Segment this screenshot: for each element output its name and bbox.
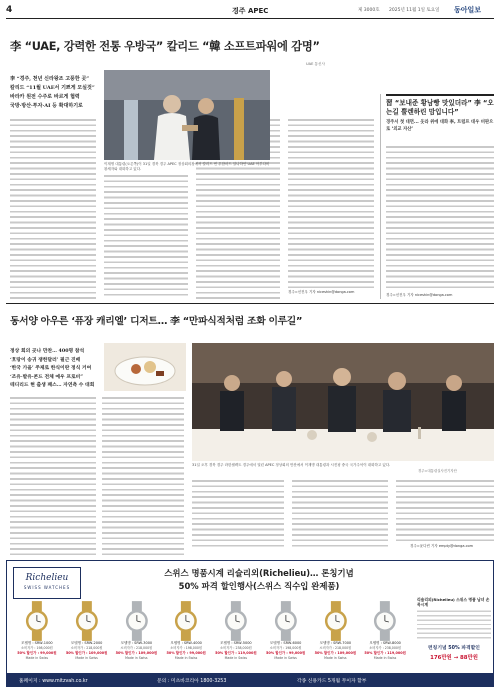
body-text bbox=[102, 395, 184, 555]
watch-origin: Made in Swiss bbox=[75, 656, 98, 660]
watch-model: 모델명 : SRW-5000 bbox=[220, 641, 252, 645]
watch-origin: Made in Swiss bbox=[174, 656, 198, 660]
body-text bbox=[192, 478, 284, 550]
page-header bbox=[6, 4, 494, 18]
body-text bbox=[104, 173, 188, 299]
dinner-photo bbox=[192, 343, 494, 461]
watch-image bbox=[13, 601, 61, 641]
watch-discount: 50% 할인가 : 109,000원 bbox=[314, 651, 357, 655]
watch-origin: Made in Swiss bbox=[25, 656, 49, 660]
mid-byline: 경주=윤다빈 기자 empty@donga.com bbox=[410, 544, 474, 548]
watch-card bbox=[312, 601, 360, 671]
issue-number: 제 3000호 bbox=[358, 8, 380, 13]
watch-origin: Made in Swiss bbox=[373, 656, 397, 660]
subhead-line: ‘한국 가을’ 주제로 한식이란 정식 거여 bbox=[10, 365, 92, 372]
top-photo-credit: UAE 통신사 bbox=[306, 62, 325, 66]
dessert-photo bbox=[104, 343, 186, 391]
subhead-line: 테디리드 현 출생 패스… 자연측 수 대회 bbox=[10, 382, 95, 389]
watch-price: 소비자가 : 218,000원 bbox=[319, 646, 352, 650]
watch-image bbox=[113, 601, 161, 641]
top-subhead bbox=[10, 75, 104, 111]
ad-badge-2: 176만원 → 88만원 bbox=[430, 655, 478, 661]
side-byline: 경주=신진우 기자 niceshin@donga.com bbox=[386, 293, 453, 297]
watch-image bbox=[262, 601, 310, 641]
side-subhead: 경주서 첫 대면... 웃라 위에 대화 李, 트럼프 대우 비판으로 ‘외교 자산’ bbox=[386, 120, 494, 132]
brand-logo bbox=[13, 567, 81, 599]
ad-footer bbox=[7, 673, 493, 686]
watch-card bbox=[162, 601, 210, 671]
watch-origin: Made in Swiss bbox=[125, 656, 148, 660]
mid-subhead bbox=[10, 347, 102, 390]
ad-headline: 스위스 명품시계 리슐리외(Richelieu)… 론칭기념 bbox=[164, 568, 354, 578]
watch-discount: 50% 할인가 : 109,000원 bbox=[65, 651, 108, 655]
watch-discount: 50% 할인가 : 109,000원 bbox=[115, 651, 158, 655]
mid-headline: 동서양 아우른 ‘퓨장 캐리엘’ 디저트… 李 “만파식적처럼 조화 이루길” bbox=[10, 316, 303, 327]
ad-side-panel bbox=[417, 597, 491, 671]
ad-subheadline: 50% 파격 할인행사(스위스 직수입 완제품) bbox=[178, 581, 340, 591]
body-text bbox=[292, 478, 388, 550]
top-photo bbox=[104, 70, 270, 160]
paper-name: 동아일보 bbox=[454, 6, 482, 14]
watch-model: 모델명 : SRW-7000 bbox=[319, 641, 352, 645]
watch-grid bbox=[13, 601, 411, 671]
watch-price: 소비자가 : 238,000원 bbox=[220, 646, 252, 650]
watch-price: 소비자가 : 218,000원 bbox=[120, 646, 153, 650]
body-text bbox=[10, 395, 96, 555]
watch-origin: Made in Swiss bbox=[274, 656, 297, 660]
watch-origin: Made in Swiss bbox=[324, 656, 347, 660]
subhead-line: 李 “경주, 천년 신라왕조 고풍한 곳” bbox=[10, 76, 90, 82]
watch-image bbox=[312, 601, 360, 641]
watch-discount: 50% 할인가 : 99,000원 bbox=[17, 651, 57, 655]
watch-image bbox=[361, 601, 409, 641]
ad-side-title: 리슐리외(Richelieu) 스위스 명품 남녀 손목시계 bbox=[417, 597, 490, 607]
subhead-line: ‘조유·발유·콘드 전체 예우 프로비” bbox=[10, 373, 84, 380]
section-title: 경주 APEC bbox=[232, 7, 269, 15]
header-rule bbox=[6, 18, 494, 19]
ad-banner bbox=[6, 560, 494, 687]
subhead-line: 정상 회의 곳나 만찬… 400명 참석 bbox=[10, 348, 85, 354]
watch-card bbox=[13, 601, 61, 671]
body-text bbox=[10, 117, 96, 299]
watch-card bbox=[113, 601, 161, 671]
watch-card bbox=[63, 601, 111, 671]
watch-discount: 50% 할인가 : 99,000원 bbox=[166, 651, 206, 655]
ad-homepage[interactable]: 홈페이지 : www.mitzvah.co.kr bbox=[19, 679, 88, 684]
top-headline: 李 “UAE, 강력한 전통 우방국” 칼리드 “韓 소프트파워에 감명” bbox=[10, 40, 320, 53]
dinner-photo-caption: 31일 오후 경북 경주 라한셀렉트 경주에서 열린 APEC 정상회의 만찬에서 이재명 대통령과 시진핑 중국 국가주석이 대화하고 있다. bbox=[192, 463, 391, 467]
watch-discount: 50% 할인가 : 119,000원 bbox=[215, 651, 257, 655]
top-byline: 경주=신진우 기자 niceshin@donga.com bbox=[288, 290, 355, 294]
watch-discount: 50% 할인가 : 119,000원 bbox=[364, 651, 406, 655]
watch-model: 모델명 : SRW-3000 bbox=[120, 641, 153, 645]
watch-model: 모델명 : SRW-8000 bbox=[369, 641, 401, 645]
watch-origin: Made in Swiss bbox=[224, 656, 248, 660]
watch-price: 소비자가 : 198,000원 bbox=[269, 646, 302, 650]
top-photo-caption: 이재명 대통령(오른쪽)이 31일 경북 경주 APEC 정상회의장에서 칼리드 빈 무함마드 알나하얀 UAE 아부다비 왕세자와 대화하고 있다. bbox=[104, 162, 270, 171]
subhead-line: ‘호랑이 송귀 쟁한달러’ 필근 진배 bbox=[10, 356, 81, 363]
subhead-line: 국방·방산·투자·AI 등 확대하기로 bbox=[10, 103, 83, 109]
ad-card-info: 각종 신용카드 5개월 무이자 할부 bbox=[297, 679, 367, 684]
watch-card bbox=[262, 601, 310, 671]
subhead-line: 바라카 원전 수주로 바르게 협력 bbox=[10, 94, 80, 100]
watch-price: 소비자가 : 238,000원 bbox=[369, 646, 401, 650]
watch-price: 소비자가 : 198,000원 bbox=[21, 646, 53, 650]
section-rule bbox=[6, 303, 494, 304]
watch-discount: 50% 할인가 : 99,000원 bbox=[266, 651, 306, 655]
watch-model: 모델명 : SRW-1000 bbox=[21, 641, 53, 645]
watch-model: 모델명 : SRW-4000 bbox=[170, 641, 202, 645]
brand-sub: SWISS WATCHES bbox=[23, 585, 71, 590]
subhead-line: 칼리드 “11월 UAE서 기쁘게 모실것” bbox=[10, 85, 95, 91]
ad-phone: 문의 : 미츠바코리아 1800-3253 bbox=[157, 679, 227, 684]
watch-card bbox=[361, 601, 409, 671]
body-text bbox=[288, 117, 374, 289]
watch-card bbox=[212, 601, 260, 671]
watch-model: 모델명 : SRW-2000 bbox=[70, 641, 103, 645]
ad-badge-1: 런칭기념 50% 파격할인 bbox=[428, 646, 480, 651]
body-text bbox=[396, 478, 494, 542]
watch-image bbox=[162, 601, 210, 641]
ad-side-text bbox=[417, 609, 491, 641]
page-number: 4 bbox=[6, 5, 13, 15]
brand-name: Richelieu bbox=[25, 573, 69, 583]
column-divider bbox=[380, 94, 381, 299]
side-headline: 習 “보내준 황남빵 맛있더라” 李 “오는길 뿔렌하린 맘입니다” bbox=[386, 99, 494, 116]
watch-price: 소비자가 : 198,000원 bbox=[170, 646, 202, 650]
watch-price: 소비자가 : 218,000원 bbox=[70, 646, 103, 650]
watch-model: 모델명 : SRW-6000 bbox=[269, 641, 302, 645]
issue-date: 2025년 11월 1일 토요일 bbox=[389, 8, 440, 13]
watch-image bbox=[212, 601, 260, 641]
watch-image bbox=[63, 601, 111, 641]
side-body bbox=[386, 144, 494, 292]
dinner-photo-credit: 경주=대통령실사진기자단 bbox=[418, 469, 457, 473]
side-column-top-rule bbox=[386, 94, 494, 96]
